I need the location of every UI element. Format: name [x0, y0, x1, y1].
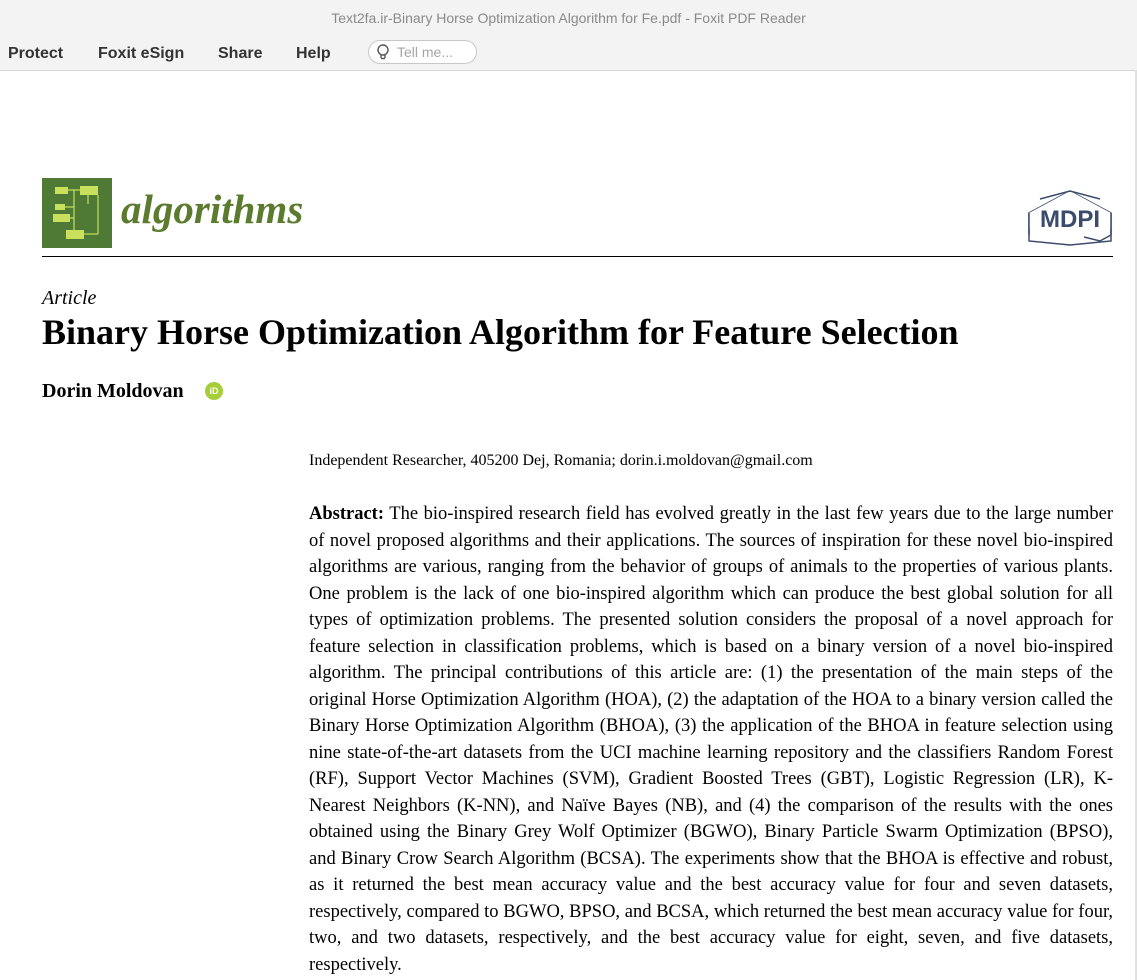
- lightbulb-icon: [376, 44, 390, 61]
- abstract-label: Abstract:: [309, 504, 385, 524]
- window-title: Text2fa.ir-Binary Horse Optimization Algorithm for Fe.pdf - Foxit PDF Reader: [331, 10, 806, 26]
- tell-me-input[interactable]: [397, 43, 473, 61]
- article-type: Article: [42, 287, 97, 309]
- abstract-paragraph: [309, 501, 1113, 978]
- pdf-page: [0, 71, 1135, 980]
- mdpi-logo-text: MDPI: [1040, 206, 1100, 233]
- ribbon-menu-bar: [0, 36, 1137, 71]
- journal-name: algorithms: [121, 186, 304, 232]
- menu-share[interactable]: Share: [218, 45, 263, 62]
- author-name: Dorin Moldovan: [42, 380, 184, 402]
- window-title-bar: [0, 0, 1137, 36]
- abstract-text: The bio-inspired research field has evolved greatly in the last few years due to the large number of novel proposed algorithms and their applications. The sources of inspiration for these novel bio-inspired algorithms are various, ranging from the behavior of groups of animals to the properties of various plants. One problem is the lack of one bio-inspired algorithm which can produce the best global solution for all types of optimization problems. The presented solution considers the proposal of a novel approach for feature selection in classification problems, which is based on a binary version of a novel bio-inspired algorithm. The principal contributions of this article are: (1) the presentation of the main steps of the original Horse Optimization Algorithm (HOA), (2) the adaptation of the HOA to a binary version called the Binary Horse Optimization Algorithm (BHOA), (3) the application of the BHOA in feature selection using nine state-of-the-art datasets from the UCI machine learning repository and the classifiers Random Forest (RF), Support Vector Machines (SVM), Gradient Boosted Trees (GBT), Logistic Regression (LR), K-Nearest Neighbors (K-NN), and Naïve Bayes (NB), and (4) the comparison of the results with the ones obtained using the Binary Grey Wolf Optimizer (BGWO), Binary Particle Swarm Optimization (BPSO), and Binary Crow Search Algorithm (BCSA). The experiments show that the BHOA is effective and robust, as it returned the best mean accuracy value and the best accuracy value for four and seven datasets, respectively, compared to BGWO, BPSO, and BCSA, which returned the best mean accuracy value for four, two, and two datasets, respectively, and the best accuracy value for eight, seven, and five datasets, respectively.: [309, 504, 1113, 975]
- algorithms-logo-icon: [42, 178, 112, 248]
- orcid-icon[interactable]: iD: [205, 382, 223, 400]
- header-rule: [42, 256, 1113, 257]
- menu-foxit-esign[interactable]: Foxit eSign: [98, 45, 185, 62]
- author-affiliation: Independent Researcher, 405200 Dej, Romania; dorin.i.moldovan@gmail.com: [309, 452, 813, 469]
- article-title: Binary Horse Optimization Algorithm for Feature Selection: [42, 312, 959, 352]
- mdpi-logo: [1026, 189, 1114, 252]
- menu-help[interactable]: Help: [296, 45, 331, 62]
- menu-protect[interactable]: Protect: [8, 45, 64, 62]
- tell-me-search-box[interactable]: [368, 40, 477, 64]
